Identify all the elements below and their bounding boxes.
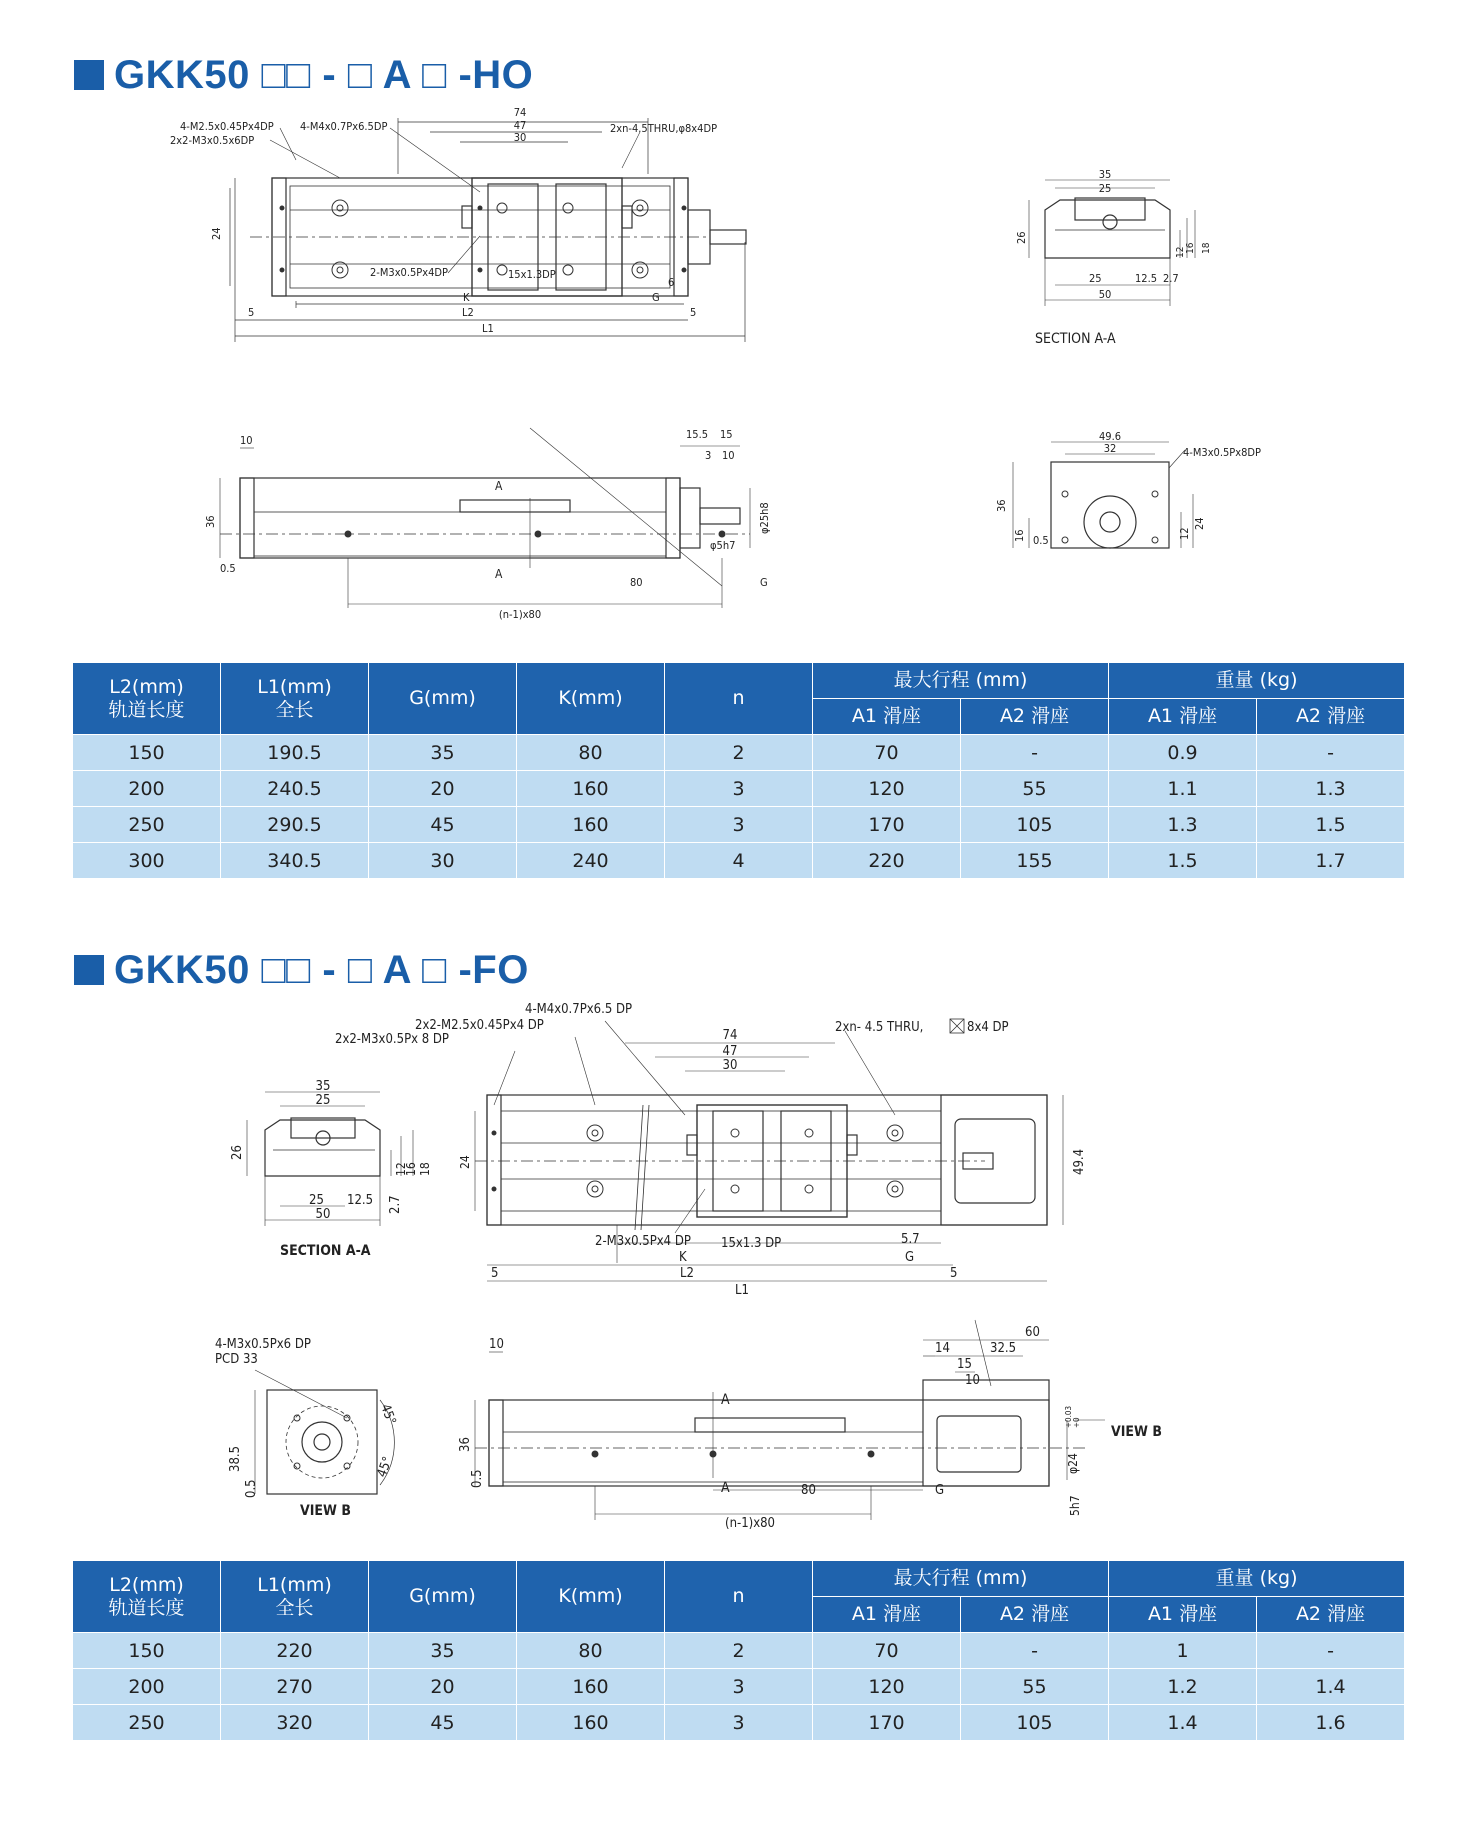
svg-text:80: 80 (801, 1483, 816, 1498)
section-title-fo: GKK50 □□ - □ A □ -FO (74, 945, 529, 995)
svg-text:36: 36 (458, 1437, 473, 1452)
table-cell: 1.3 (1109, 807, 1257, 843)
svg-text:0.5: 0.5 (470, 1469, 485, 1488)
table-cell: 4 (665, 843, 813, 879)
svg-text:0.5: 0.5 (1033, 534, 1049, 547)
table-cell: 170 (813, 1705, 961, 1741)
svg-text:18: 18 (418, 1162, 432, 1176)
table-cell: 190.5 (221, 735, 369, 771)
table-cell: 160 (517, 1669, 665, 1705)
svg-text:+0: +0 (1072, 1417, 1081, 1428)
svg-text:74: 74 (513, 106, 527, 119)
table-cell: 270 (221, 1669, 369, 1705)
svg-text:12: 12 (1175, 246, 1186, 258)
svg-text:16: 16 (404, 1162, 418, 1176)
svg-text:K: K (463, 291, 470, 304)
table-cell: 320 (221, 1705, 369, 1741)
svg-text:5: 5 (690, 306, 697, 319)
table-cell: 160 (517, 1705, 665, 1741)
ho-spec-table (72, 662, 1405, 879)
table-row (73, 735, 1405, 771)
svg-text:G: G (652, 291, 660, 304)
svg-text:L2: L2 (462, 306, 474, 319)
svg-text:L1: L1 (482, 322, 494, 335)
table-cell: 70 (813, 735, 961, 771)
table-cell: 290.5 (221, 807, 369, 843)
svg-text:A: A (721, 1392, 730, 1408)
header-max-stroke: 最大行程 (mm) (813, 663, 1109, 699)
svg-text:A: A (495, 479, 503, 493)
table-cell: 1.4 (1109, 1705, 1257, 1741)
header-weight: 重量 (kg) (1109, 663, 1405, 699)
table-cell: 1.4 (1257, 1669, 1405, 1705)
svg-text:15: 15 (957, 1357, 972, 1372)
table-cell: 220 (221, 1633, 369, 1669)
svg-text:L1: L1 (735, 1283, 749, 1298)
svg-text:36: 36 (204, 515, 217, 528)
table-cell: 160 (517, 807, 665, 843)
svg-text:32.5: 32.5 (990, 1341, 1017, 1356)
svg-text:38.5: 38.5 (228, 1445, 243, 1472)
svg-text:25: 25 (315, 1093, 331, 1108)
header-k: K(mm) (517, 1561, 665, 1633)
svg-text:φ24: φ24 (1066, 1453, 1080, 1474)
svg-text:4-M2.5x0.45Px4DP: 4-M2.5x0.45Px4DP (180, 120, 274, 133)
table-cell: 120 (813, 1669, 961, 1705)
svg-text:25: 25 (1098, 182, 1112, 195)
title-square-marker (74, 60, 104, 90)
svg-text:2.7: 2.7 (388, 1195, 403, 1214)
header-weight: 重量 (kg) (1109, 1561, 1405, 1597)
svg-text:3: 3 (705, 449, 712, 462)
table-cell: 70 (813, 1633, 961, 1669)
svg-text:15x1.3DP: 15x1.3DP (508, 268, 556, 281)
svg-text:25: 25 (309, 1193, 324, 1208)
header-weight-a2: A2 滑座 (1257, 699, 1405, 735)
svg-text:15: 15 (720, 428, 733, 441)
svg-text:A: A (721, 1480, 730, 1496)
svg-text:φ5h7: φ5h7 (710, 539, 736, 552)
svg-text:4-M4x0.7Px6.5 DP: 4-M4x0.7Px6.5 DP (525, 1002, 633, 1017)
svg-text:10: 10 (722, 449, 735, 462)
title-square-marker (74, 955, 104, 985)
svg-text:0.5: 0.5 (244, 1479, 259, 1498)
table-cell: 1.5 (1257, 807, 1405, 843)
svg-text:(n-1)x80: (n-1)x80 (498, 608, 542, 621)
svg-text:35: 35 (315, 1079, 331, 1094)
table-cell: 200 (73, 771, 221, 807)
svg-text:49.4: 49.4 (1072, 1148, 1087, 1175)
svg-text:50: 50 (315, 1207, 331, 1222)
svg-text:16: 16 (1185, 242, 1196, 254)
svg-text:47: 47 (513, 119, 527, 132)
fo-view-b-drawing (215, 1330, 415, 1520)
header-stroke-a2: A2 滑座 (961, 1597, 1109, 1633)
ho-top-view-drawing (170, 106, 890, 403)
table-cell: 3 (665, 1705, 813, 1741)
table-cell: 35 (369, 1633, 517, 1669)
svg-text:24: 24 (210, 227, 223, 240)
svg-text:36: 36 (995, 499, 1008, 512)
table-cell: - (961, 735, 1109, 771)
svg-text:2xn- 4.5 THRU,: 2xn- 4.5 THRU, (835, 1020, 924, 1035)
table-cell: 105 (961, 807, 1109, 843)
table-cell: 20 (369, 771, 517, 807)
svg-text:80: 80 (630, 576, 643, 589)
table-cell: 55 (961, 1669, 1109, 1705)
header-weight-a1: A1 滑座 (1109, 699, 1257, 735)
svg-text:15.5: 15.5 (686, 428, 709, 441)
svg-text:10: 10 (489, 1337, 504, 1352)
svg-text:+0.03: +0.03 (1064, 1405, 1073, 1428)
table-cell: 105 (961, 1705, 1109, 1741)
svg-text:5: 5 (950, 1266, 958, 1281)
table-cell: 150 (73, 1633, 221, 1669)
table-row (73, 1705, 1405, 1741)
table-cell: 250 (73, 807, 221, 843)
svg-text:SECTION A-A: SECTION A-A (1035, 331, 1116, 347)
svg-text:60: 60 (1025, 1325, 1040, 1340)
table-cell: 1.2 (1109, 1669, 1257, 1705)
fo-side-view-drawing (445, 1320, 1225, 1540)
svg-text:45°: 45° (377, 1402, 399, 1427)
table-cell: 155 (961, 843, 1109, 879)
svg-text:26: 26 (230, 1145, 245, 1160)
svg-text:32: 32 (1103, 442, 1117, 455)
svg-text:12: 12 (1178, 527, 1191, 540)
table-cell: 2 (665, 1633, 813, 1669)
svg-text:15x1.3 DP: 15x1.3 DP (721, 1236, 782, 1251)
svg-text:5: 5 (491, 1266, 499, 1281)
svg-text:A: A (495, 567, 503, 581)
svg-text:8x4 DP: 8x4 DP (967, 1020, 1009, 1035)
svg-text:4-M3x0.5Px6 DP: 4-M3x0.5Px6 DP (215, 1337, 311, 1352)
table-cell: 300 (73, 843, 221, 879)
table-cell: 3 (665, 1669, 813, 1705)
section-title-ho: GKK50 □□ - □ A □ -HO (74, 50, 533, 100)
svg-text:35: 35 (1098, 168, 1112, 181)
svg-text:SECTION A-A: SECTION A-A (280, 1243, 371, 1259)
svg-text:L2: L2 (680, 1266, 694, 1281)
svg-text:50: 50 (1098, 288, 1112, 301)
svg-text:2xn-4.5THRU,φ8x4DP: 2xn-4.5THRU,φ8x4DP (610, 122, 718, 135)
table-cell: 20 (369, 1669, 517, 1705)
svg-text:24: 24 (458, 1155, 472, 1169)
table-cell: 340.5 (221, 843, 369, 879)
table-cell: 1 (1109, 1633, 1257, 1669)
svg-text:VIEW B: VIEW B (300, 1503, 351, 1519)
svg-text:12.5: 12.5 (347, 1193, 374, 1208)
table-cell: 45 (369, 807, 517, 843)
table-row (73, 1669, 1405, 1705)
svg-text:G: G (760, 576, 768, 589)
svg-text:30: 30 (722, 1058, 738, 1073)
svg-text:16: 16 (1013, 529, 1026, 542)
header-stroke-a2: A2 滑座 (961, 699, 1109, 735)
fo-spec-table (72, 1560, 1405, 1741)
svg-text:φ25h8: φ25h8 (758, 502, 771, 534)
header-g: G(mm) (369, 663, 517, 735)
svg-text:25: 25 (1089, 272, 1102, 285)
table-cell: 150 (73, 735, 221, 771)
table-cell: - (961, 1633, 1109, 1669)
svg-text:2-M3x0.5Px4 DP: 2-M3x0.5Px4 DP (595, 1234, 691, 1249)
header-l1: L1(mm) 全长 (221, 1561, 369, 1633)
table-cell: 1.6 (1257, 1705, 1405, 1741)
svg-text:14: 14 (935, 1341, 950, 1356)
table-cell: 80 (517, 1633, 665, 1669)
table-cell: 240.5 (221, 771, 369, 807)
table-cell: 2 (665, 735, 813, 771)
header-weight-a2: A2 滑座 (1257, 1597, 1405, 1633)
svg-text:2x2-M3x0.5Px 8 DP: 2x2-M3x0.5Px 8 DP (335, 1032, 449, 1047)
svg-text:VIEW B: VIEW B (1111, 1424, 1162, 1440)
svg-text:2.7: 2.7 (1163, 272, 1179, 285)
svg-text:10: 10 (965, 1373, 980, 1388)
table-cell: 55 (961, 771, 1109, 807)
svg-text:18: 18 (1201, 242, 1212, 254)
header-k: K(mm) (517, 663, 665, 735)
table-cell: 220 (813, 843, 961, 879)
table-cell: 3 (665, 771, 813, 807)
ho-section-aa-drawing (1015, 170, 1255, 350)
svg-text:2x2-M2.5x0.45Px4 DP: 2x2-M2.5x0.45Px4 DP (415, 1018, 544, 1033)
fo-table-body (73, 1633, 1405, 1741)
table-cell: 3 (665, 807, 813, 843)
svg-text:12.5: 12.5 (1135, 272, 1158, 285)
header-weight-a1: A1 滑座 (1109, 1597, 1257, 1633)
svg-text:24: 24 (1193, 517, 1206, 530)
svg-text:45°: 45° (374, 1454, 396, 1480)
table-cell: 35 (369, 735, 517, 771)
svg-text:26: 26 (1015, 231, 1028, 244)
table-row (73, 843, 1405, 879)
svg-text:G: G (935, 1483, 945, 1498)
svg-text:K: K (679, 1250, 687, 1265)
svg-text:4-M4x0.7Px6.5DP: 4-M4x0.7Px6.5DP (300, 120, 388, 133)
svg-text:5.7: 5.7 (901, 1232, 920, 1247)
table-cell: 30 (369, 843, 517, 879)
ho-side-view-drawing (190, 428, 910, 638)
header-g: G(mm) (369, 1561, 517, 1633)
table-row (73, 1633, 1405, 1669)
svg-text:49.6: 49.6 (1098, 430, 1122, 443)
svg-text:47: 47 (722, 1044, 738, 1059)
ho-table-body (73, 735, 1405, 879)
table-cell: 1.1 (1109, 771, 1257, 807)
svg-text:4-M3x0.5Px8DP: 4-M3x0.5Px8DP (1183, 446, 1261, 459)
table-cell: 250 (73, 1705, 221, 1741)
table-cell: - (1257, 1633, 1405, 1669)
table-cell: 120 (813, 771, 961, 807)
svg-text:10: 10 (240, 434, 253, 447)
table-cell: - (1257, 735, 1405, 771)
header-stroke-a1: A1 滑座 (813, 699, 961, 735)
svg-text:G: G (905, 1250, 915, 1265)
svg-text:30: 30 (513, 131, 527, 144)
svg-text:12: 12 (394, 1162, 408, 1176)
header-n: n (665, 663, 813, 735)
fo-section-aa-drawing (225, 1080, 445, 1270)
table-cell: 160 (517, 771, 665, 807)
table-cell: 1.3 (1257, 771, 1405, 807)
header-n: n (665, 1561, 813, 1633)
table-cell: 1.7 (1257, 843, 1405, 879)
table-cell: 80 (517, 735, 665, 771)
table-cell: 45 (369, 1705, 517, 1741)
svg-text:5: 5 (248, 306, 255, 319)
header-stroke-a1: A1 滑座 (813, 1597, 961, 1633)
svg-text:(n-1)x80: (n-1)x80 (725, 1516, 776, 1531)
table-cell: 0.9 (1109, 735, 1257, 771)
table-cell: 1.5 (1109, 843, 1257, 879)
table-row (73, 807, 1405, 843)
header-max-stroke: 最大行程 (mm) (813, 1561, 1109, 1597)
header-l1: L1(mm) 全长 (221, 663, 369, 735)
svg-text:6: 6 (668, 276, 675, 289)
svg-text:5h7: 5h7 (1068, 1495, 1082, 1516)
table-cell: 200 (73, 1669, 221, 1705)
header-l2: L2(mm) 轨道长度 (73, 1561, 221, 1633)
svg-text:2x2-M3x0.5x6DP: 2x2-M3x0.5x6DP (170, 134, 255, 147)
table-cell: 240 (517, 843, 665, 879)
ho-end-view-drawing (985, 432, 1275, 582)
table-cell: 170 (813, 807, 961, 843)
svg-text:74: 74 (722, 1028, 738, 1043)
svg-text:0.5: 0.5 (220, 562, 236, 575)
svg-text:2-M3x0.5Px4DP: 2-M3x0.5Px4DP (370, 266, 448, 279)
svg-text:PCD 33: PCD 33 (215, 1352, 258, 1367)
table-row (73, 771, 1405, 807)
header-l2: L2(mm) 轨道长度 (73, 663, 221, 735)
